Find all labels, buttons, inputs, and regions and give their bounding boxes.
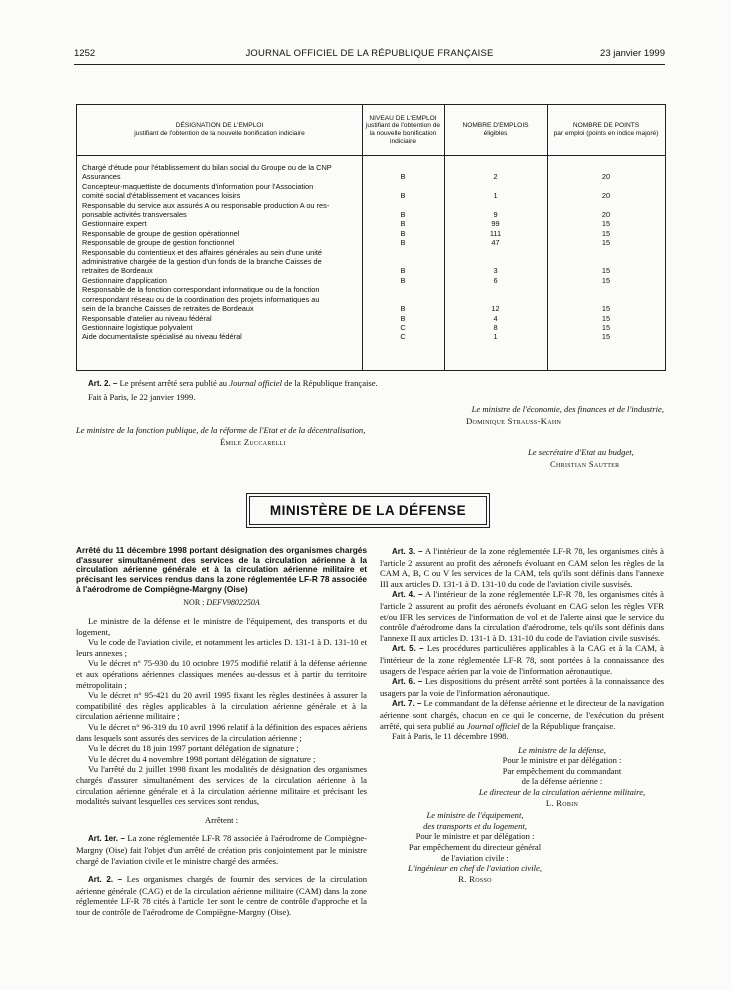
article-6	[380, 676, 664, 698]
signature-line: Le ministre de la défense,	[518, 744, 606, 755]
row-designation	[82, 238, 360, 247]
article-text: La zone réglementée LF-R 78 associée à l'aérodrome de Compiègne-Margny (Oise) fait l'objet d'un arrêté de création pris conjointement par le ministre chargé de l'aviation civile et le ministre chargé des armées.	[76, 833, 367, 866]
article-label: Art. 4. –	[392, 590, 423, 600]
article-text: Les dispositions du présent arrêté sont portées à la connaissance des usagers par la voie de l'information aéronautique.	[380, 676, 665, 698]
designation-line: Chargé d'étude pour l'établissement du bilan social du Groupe ou de la CNP	[82, 163, 332, 172]
row-level: B	[400, 210, 406, 220]
article-label: Art. 7. –	[392, 699, 422, 709]
designation-line: Responsable du service aux assurés A ou responsable production A ou res-	[82, 200, 330, 210]
row-points: 20	[601, 210, 611, 220]
arretent: Arrêtent :	[204, 814, 239, 825]
article-label: Art. 5. –	[392, 644, 424, 654]
designation-line: Responsable du contentieux et des affaires générales au sein d'une unité	[82, 247, 322, 257]
visa: Vu le décret du 18 juin 1997 portant délégation de signature ;	[88, 743, 299, 754]
signatory-name: R. Rosso	[458, 873, 492, 884]
row-level: B	[400, 275, 406, 285]
row-points: 15	[601, 313, 611, 323]
designation-line: comité social d'établissement et vacances loisirs	[82, 191, 241, 201]
header-rule	[74, 64, 665, 65]
visa: Vu l'arrêté du 2 juillet 1998 fixant les modalités de désignation des organismes chargés d'assurer simultanément des services de la circulation aérienne à la circulation aérienne générale et à la circulation aérienne militaire et précisant les modalités suivant lesquelles ces services sont rendus,	[76, 764, 367, 807]
designation-line: ponsable activités transversales	[82, 210, 187, 220]
row-designation	[82, 276, 360, 285]
article-label: Art. 2. –	[88, 875, 123, 885]
signature-line: Le directeur de la circulation aérienne militaire,	[478, 787, 646, 798]
signature-line: de l'aviation civile :	[441, 852, 509, 863]
designation-line: Responsable de la fonction correspondant informatique ou de la fonction	[82, 285, 320, 295]
article-label: Art. 2. –	[88, 379, 118, 388]
row-points: 15	[601, 228, 611, 238]
nor-code: DEFV9802250A	[206, 597, 260, 607]
designation-line: Assurances	[82, 172, 121, 182]
table-row	[77, 163, 665, 182]
signature-defense	[460, 745, 664, 809]
signature-line: Par empêchement du commandant	[502, 765, 622, 776]
decree-intro: Le ministre de la défense et le ministre de l'équipement, des transports et du logement,	[76, 616, 367, 637]
signatory-name: Dominique Strauss-Kahn	[466, 416, 562, 426]
row-designation	[82, 285, 360, 313]
row-points: 15	[601, 266, 611, 276]
article-1	[76, 833, 367, 866]
table-row	[77, 201, 665, 220]
column-header-designation	[77, 105, 362, 155]
row-count: 111	[489, 228, 502, 238]
designation-line: correspondant réseau ou de la coordination des projets informatiques au	[82, 294, 320, 304]
row-points: 15	[601, 322, 611, 332]
article-4	[380, 589, 664, 643]
row-count: 4	[493, 313, 498, 323]
row-count: 1	[493, 191, 498, 201]
signature-line: Le ministre de l'équipement,	[426, 810, 524, 821]
nor-label: NOR :	[183, 597, 205, 607]
signatory-name: Émile Zuccarelli	[220, 437, 286, 447]
article-7	[380, 698, 664, 731]
header-line: éligibles	[483, 130, 508, 137]
row-count: 6	[493, 275, 498, 285]
journal-title: JOURNAL OFFICIEL DE LA RÉPUBLIQUE FRANÇAISE	[245, 48, 494, 59]
row-level: B	[400, 219, 406, 229]
column-header-level	[364, 105, 442, 155]
article-label: Art. 6. –	[392, 677, 423, 687]
table-row	[77, 285, 665, 313]
row-points: 15	[601, 238, 611, 248]
designation-line: Responsable de groupe de gestion fonctionnel	[82, 238, 235, 248]
header-line: par emploi (points en indice majoré)	[553, 130, 659, 137]
table-row	[77, 229, 665, 238]
designation-line: Responsable de groupe de gestion opérationnel	[82, 228, 240, 238]
row-count: 2	[493, 172, 498, 182]
table-row	[77, 276, 665, 285]
row-designation	[82, 314, 360, 323]
article-2-part-1	[76, 874, 367, 917]
table-row	[77, 323, 665, 332]
header-line: justifiant de l'obtention de la nouvelle bonification indiciaire	[365, 122, 441, 145]
row-level: B	[400, 266, 406, 276]
decree-title: Arrêté du 11 décembre 1998 portant désignation des organismes chargés d'assurer simultanément des services de la circulation aérienne à la circulation aérienne générale et à la circulation aérienne militaire et précisant les services rendus dans la zone réglementée LF-R 78 associée à l'aérodrome de Compiègne-Margny (Oise)	[76, 545, 367, 594]
article-text: Le présent arrêté sera publié au	[119, 378, 230, 388]
visa: Vu le décret du 4 novembre 1998 portant délégation de signature ;	[88, 753, 316, 764]
row-level: B	[400, 304, 406, 314]
article-text: de la République française.	[519, 720, 616, 731]
article-text: A l'intérieur de la zone réglementée LF-R 78, les organismes cités à l'article 2 assurent au profit des aéronefs évoluant en CAG selon les règles VFR et/ou IFR les services de l'information de vol et de l'alerte ainsi que le service du contrôle d'aérodrome dans la circulation d'aérodrome, tels qu'ils sont définis dans l'annexe II aux articles D. 131-1 à D. 131-10 du code de l'aviation civile susvisés.	[380, 589, 664, 643]
article-5	[380, 643, 664, 676]
row-level: B	[400, 228, 406, 238]
column-header-count	[446, 105, 545, 155]
row-designation	[82, 332, 360, 341]
column-header-points	[549, 105, 663, 155]
table-row	[77, 248, 665, 276]
designation-line: sein de la branche Caisses de retraites de Bordeaux	[82, 304, 254, 314]
row-points: 15	[601, 219, 611, 229]
fait-a-paris: Fait à Paris, le 22 janvier 1999.	[88, 392, 196, 402]
signature-line: Par empêchement du directeur général	[408, 842, 542, 853]
visa: Vu le code de l'aviation civile, et notamment les articles D. 131-1 à D. 131-10 et leurs annexes ;	[76, 637, 367, 658]
page-number: 1252	[74, 48, 96, 59]
article-3	[380, 546, 664, 589]
signature-line: L'ingénieur en chef de l'aviation civile,	[408, 863, 542, 874]
row-level: B	[400, 238, 406, 248]
article-text: de la République française.	[282, 378, 378, 388]
table-row	[77, 238, 665, 247]
article-text: A l'intérieur de la zone réglementée LF-R 78, les organismes cités à l'article 2 assurent au profit des aéronefs évoluant en CAM selon les règles de la CAM A, B, C ou V les services de la CAM, tels qu'ils sont définis dans l'annexe III aux articles D. 131-1 à D. 131-10 du code de l'aviation civile susvisés.	[380, 546, 664, 589]
signature-equipement	[380, 810, 570, 884]
table-row	[77, 314, 665, 323]
row-designation	[82, 248, 360, 276]
table-row	[77, 219, 665, 228]
designation-line: Gestionnaire d'application	[82, 275, 167, 285]
signatory-title: Le ministre de l'économie, des finances et de l'industrie,	[471, 404, 664, 414]
designation-line: Concepteur-maquettiste de documents d'information pour l'Association	[82, 181, 314, 191]
signatory-title: Le ministre de la fonction publique, de la réforme de l'Etat et de la décentralisation,	[76, 425, 366, 435]
nor-line	[76, 598, 367, 609]
signatory-name: Christian Sautter	[550, 459, 620, 469]
table-row	[77, 332, 665, 341]
row-designation	[82, 323, 360, 332]
signature-line: de la défense aérienne :	[521, 776, 603, 787]
row-designation	[82, 229, 360, 238]
header-line: justifiant de l'obtention de la nouvelle bonification indiciaire	[134, 130, 305, 137]
header-line: NIVEAU DE L'EMPLOI	[369, 114, 437, 122]
row-designation	[82, 201, 360, 220]
header-line: DÉSIGNATION DE L'EMPLOI	[175, 122, 264, 130]
row-count: 99	[491, 219, 500, 229]
issue-date: 23 janvier 1999	[600, 48, 665, 59]
row-level: B	[400, 191, 406, 201]
row-count: 9	[493, 210, 498, 220]
fait-a-paris: Fait à Paris, le 11 décembre 1998.	[392, 731, 509, 742]
row-points: 15	[601, 332, 611, 342]
row-points: 20	[601, 191, 611, 201]
visa: Vu le décret n° 75-930 du 10 octobre 1975 modifié relatif à la défense aérienne et aux opérations aériennes classiques menées au-dessus et à partir du territoire métropolitain ;	[76, 658, 367, 690]
article-text: Journal officiel	[229, 378, 283, 388]
right-column	[380, 546, 664, 884]
article-text: Journal officiel	[466, 720, 520, 731]
visa: Vu le décret n° 96-319 du 10 avril 1996 relatif à la définition des espaces aériens dans lesquels sont assurés des services de la circulation aérienne ;	[76, 722, 367, 743]
designation-line: retraites de Bordeaux	[82, 266, 153, 276]
designation-line: Gestionnaire expert	[82, 219, 147, 229]
running-header	[74, 48, 665, 62]
row-designation	[82, 163, 360, 182]
row-level: B	[400, 313, 406, 323]
row-level: B	[400, 172, 406, 182]
table-body	[77, 163, 665, 342]
signatory-title: Le secrétaire d'Etat au budget,	[528, 447, 634, 457]
article-text: Les organismes chargés de fournir des services de la circulation aérienne générale (CAG) et de la circulation aérienne militaire (CAM) dans la zone réglementée LF-R 78 cités à l'article 1er sont le centre de contrôle d'approche et la tour de contrôle de l'aérodrome de Compiègne-Margny (Oise).	[76, 874, 367, 917]
row-level: C	[400, 322, 406, 332]
signature-line: Pour le ministre et par délégation :	[502, 755, 622, 766]
header-line: NOMBRE D'EMPLOIS	[462, 122, 529, 130]
nbi-table	[76, 104, 666, 371]
row-points: 20	[601, 172, 611, 182]
header-line: NOMBRE DE POINTS	[572, 122, 640, 130]
signatory-name: L. Robin	[545, 797, 579, 808]
designation-line: Aide documentaliste spécialisé au niveau fédéral	[82, 332, 242, 342]
row-points: 15	[601, 275, 611, 285]
article-text: Le commandant de la défense aérienne et le directeur de la navigation aérienne sont chargés, chacun en ce qui le concerne, de l'exécution du présent arrêté, qui sera publié au	[380, 698, 664, 731]
designation-line: Gestionnaire logistique polyvalent	[82, 322, 193, 332]
row-level: C	[400, 332, 406, 342]
row-count: 1	[493, 332, 498, 342]
left-column	[76, 546, 367, 918]
signature-line: Pour le ministre et par délégation :	[415, 831, 535, 842]
article-label: Art. 1er. –	[88, 834, 125, 844]
row-count: 12	[491, 304, 500, 314]
row-points: 15	[601, 304, 611, 314]
article-2-paragraph	[88, 378, 378, 389]
article-text: Les procédures particulières applicables à la CAG et à la CAM, à l'intérieur de la zone réglementée LF-R 78, sont portées à la connaissance des usagers de l'espace aérien par la voie de l'information aéronautique.	[380, 643, 664, 676]
row-count: 8	[493, 322, 498, 332]
ministry-banner: MINISTÈRE DE LA DÉFENSE	[249, 496, 487, 525]
article-label: Art. 3. –	[392, 547, 423, 556]
row-count: 47	[491, 238, 500, 248]
designation-line: administrative chargée de la gestion d'un fonds de la branche Caisses de	[82, 257, 322, 267]
row-count: 3	[493, 266, 498, 276]
designation-line: Responsable d'atelier au niveau fédéral	[82, 313, 212, 323]
table-row	[77, 182, 665, 201]
signature-line: des transports et du logement,	[423, 820, 527, 831]
visa: Vu le décret n° 95-421 du 20 avril 1995 fixant les règles destinées à assurer la compatibilité des règles applicables à la circulation aérienne générale et à la circulation aérienne militaire ;	[76, 690, 367, 722]
row-designation	[82, 219, 360, 228]
row-designation	[82, 182, 360, 201]
header-divider	[77, 155, 665, 156]
